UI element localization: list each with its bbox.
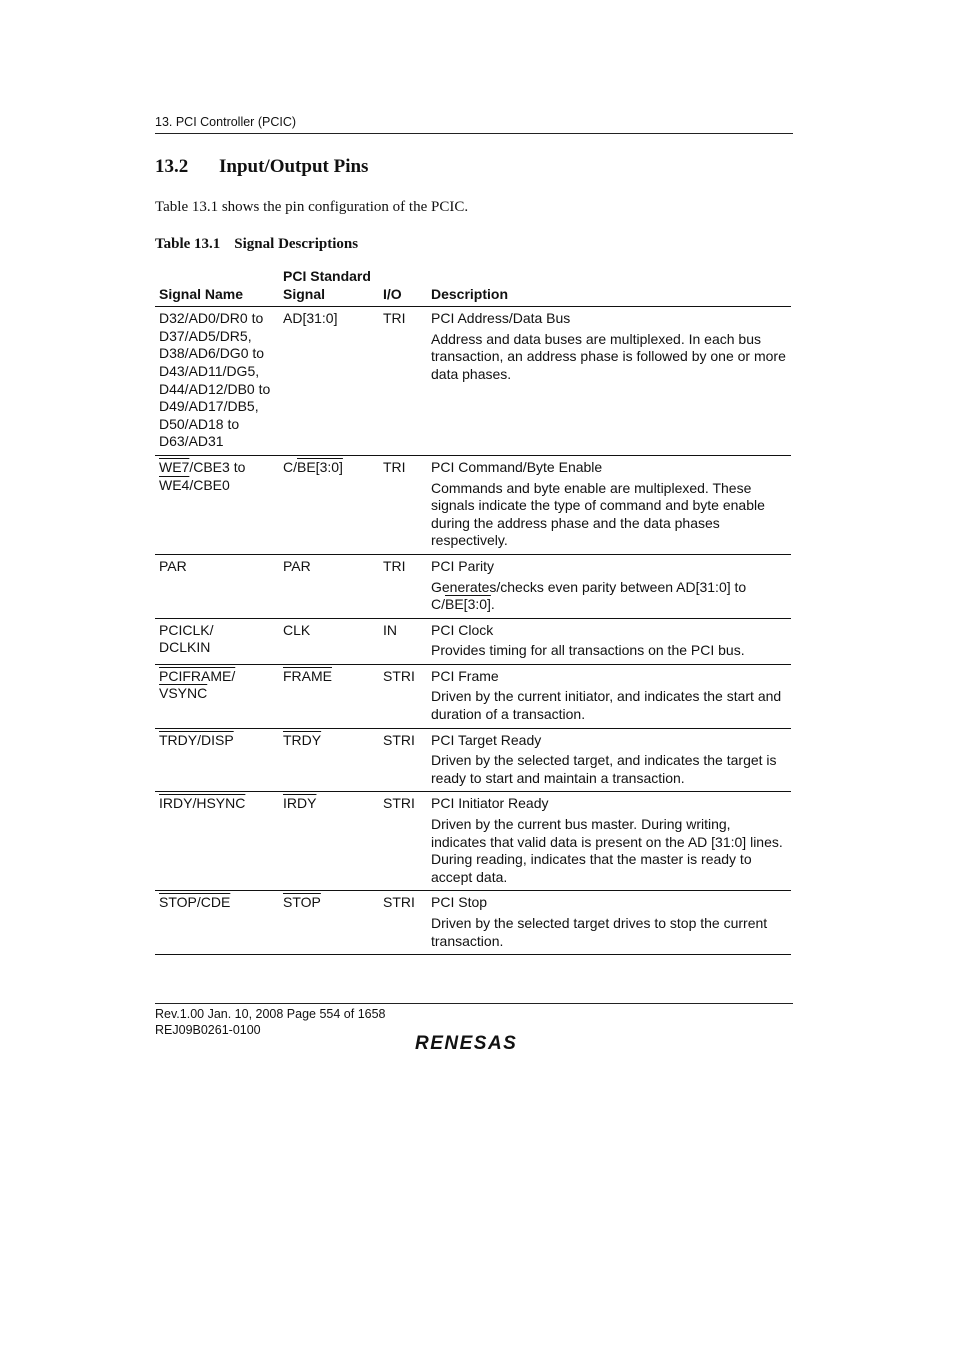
cell-io: STRI bbox=[379, 891, 427, 955]
table-row bbox=[155, 728, 791, 792]
description-text: . bbox=[490, 596, 495, 613]
cell-io: STRI bbox=[379, 728, 427, 792]
col-header-description: Description bbox=[427, 268, 791, 307]
signal-name-line: DCLKIN bbox=[159, 639, 211, 656]
function-name: PCI Stop bbox=[431, 894, 488, 911]
cell-description bbox=[427, 792, 791, 891]
cell-description bbox=[427, 618, 791, 664]
description-text: Generates/checks even parity between AD[31:0] to C/ bbox=[431, 578, 747, 613]
cell-io: TRI bbox=[379, 554, 427, 618]
description-overlined: BE[3:0] bbox=[445, 596, 491, 613]
intro-paragraph: Table 13.1 shows the pin configuration of the PCIC. bbox=[155, 199, 469, 215]
cell-description bbox=[427, 728, 791, 792]
cell-signal-name bbox=[155, 664, 279, 728]
signal-name-overlined: VSYNC bbox=[159, 685, 208, 702]
footer-document-number: REJ09B0261-0100 bbox=[155, 1022, 261, 1037]
function-description: Address and data buses are multiplexed. In each bus transaction, an address phase is followed by one or more data phases. bbox=[431, 330, 786, 382]
pci-signal-overlined: FRAME bbox=[283, 667, 332, 684]
cell-io: STRI bbox=[379, 792, 427, 891]
signal-name-line: D49/AD17/DB5, bbox=[159, 398, 259, 415]
table-row bbox=[155, 455, 791, 554]
function-description: Provides timing for all transactions on the PCI bus. bbox=[431, 642, 745, 659]
function-name: PCI Address/Data Bus bbox=[431, 310, 571, 327]
signal-name-line: D32/AD0/DR0 to bbox=[159, 310, 264, 327]
signal-name-overlined: STOP/CDE bbox=[159, 894, 231, 911]
col-header-pci-standard-signal bbox=[279, 268, 379, 307]
cell-pci-signal bbox=[279, 792, 379, 891]
pci-signal-text: C/ bbox=[283, 458, 297, 475]
section-heading bbox=[155, 156, 368, 178]
cell-signal-name bbox=[155, 891, 279, 955]
cell-signal-name bbox=[155, 728, 279, 792]
function-description bbox=[431, 579, 787, 614]
pci-signal-overlined: IRDY bbox=[283, 795, 317, 812]
cell-pci-signal: AD[31:0] bbox=[279, 307, 379, 456]
cell-signal-name bbox=[155, 307, 279, 456]
table-row bbox=[155, 792, 791, 891]
table-row bbox=[155, 307, 791, 456]
renesas-logo-text: RENESAS bbox=[415, 1033, 518, 1053]
function-description: Driven by the current bus master. During writing, indicates that valid data is present on the AD [31:0] lines. During reading, indicates that the master is ready to accept data. bbox=[431, 816, 783, 885]
table-row bbox=[155, 554, 791, 618]
cell-description bbox=[427, 307, 791, 456]
cell-description bbox=[427, 891, 791, 955]
table-caption bbox=[155, 236, 358, 253]
function-name: PCI Parity bbox=[431, 557, 495, 574]
cell-signal-name bbox=[155, 792, 279, 891]
table-header-row bbox=[155, 268, 791, 307]
cell-pci-signal bbox=[279, 664, 379, 728]
function-name: PCI Clock bbox=[431, 621, 494, 638]
signal-name-line: D37/AD5/DR5, bbox=[159, 327, 252, 344]
pci-signal-overlined: STOP bbox=[283, 894, 321, 911]
function-description: Driven by the current initiator, and indicates the start and duration of a transaction. bbox=[431, 688, 782, 723]
signal-name-text: /CBE3 to bbox=[189, 458, 246, 475]
table-row bbox=[155, 618, 791, 664]
signal-name-line: D38/AD6/DG0 to bbox=[159, 345, 265, 362]
function-name: PCI Frame bbox=[431, 667, 499, 684]
signal-name-line: PCICLK/ bbox=[159, 621, 214, 638]
pci-signal-overlined: TRDY bbox=[283, 731, 322, 748]
function-name: PCI Initiator Ready bbox=[431, 795, 549, 812]
col-header-pci-line1: PCI Standard bbox=[283, 268, 371, 284]
cell-pci-signal: CLK bbox=[279, 618, 379, 664]
signal-name-line: D63/AD31 bbox=[159, 433, 224, 450]
renesas-logo bbox=[413, 1031, 533, 1058]
cell-pci-signal bbox=[279, 728, 379, 792]
col-header-pci-line2: Signal bbox=[283, 285, 326, 302]
cell-io: STRI bbox=[379, 664, 427, 728]
cell-pci-signal bbox=[279, 891, 379, 955]
cell-description bbox=[427, 554, 791, 618]
cell-signal-name bbox=[155, 618, 279, 664]
section-number: 13.2 bbox=[155, 156, 189, 177]
signal-name-overlined: IRDY/HSYNC bbox=[159, 795, 246, 812]
table-caption-label: Table 13.1 bbox=[155, 236, 221, 252]
cell-signal-name: PAR bbox=[155, 554, 279, 618]
function-name: PCI Target Ready bbox=[431, 731, 542, 748]
signal-name-overlined: PCIFRAME/ bbox=[159, 667, 236, 684]
col-header-signal-name: Signal Name bbox=[155, 268, 279, 307]
signal-name-line: D50/AD18 to bbox=[159, 415, 240, 432]
signal-name-overlined: WE7 bbox=[159, 458, 190, 475]
signal-name-line: D44/AD12/DB0 to bbox=[159, 380, 271, 397]
cell-io: TRI bbox=[379, 307, 427, 456]
col-header-io: I/O bbox=[379, 268, 427, 307]
function-name: PCI Command/Byte Enable bbox=[431, 458, 603, 475]
table-row bbox=[155, 891, 791, 955]
function-description: Commands and byte enable are multiplexed. These signals indicate the type of command and byte enable during the address phase and the data phases respectively. bbox=[431, 479, 765, 549]
cell-pci-signal: PAR bbox=[279, 554, 379, 618]
cell-io: IN bbox=[379, 618, 427, 664]
function-description: Driven by the selected target drives to stop the current transaction. bbox=[431, 915, 768, 949]
cell-description bbox=[427, 455, 791, 554]
cell-io: TRI bbox=[379, 455, 427, 554]
cell-description bbox=[427, 664, 791, 728]
renesas-logo-image bbox=[413, 1031, 533, 1053]
footer-revision-line: Rev.1.00 Jan. 10, 2008 Page 554 of 1658 bbox=[155, 1007, 386, 1021]
signal-name-overlined: WE4 bbox=[159, 476, 190, 493]
section-title: Input/Output Pins bbox=[219, 156, 369, 177]
cell-pci-signal bbox=[279, 455, 379, 554]
table-row bbox=[155, 664, 791, 728]
signal-name-text: /CBE0 bbox=[189, 476, 230, 493]
cell-signal-name bbox=[155, 455, 279, 554]
signal-descriptions-table bbox=[155, 268, 791, 955]
signal-name-overlined: TRDY/DISP bbox=[159, 731, 234, 748]
running-header: 13. PCI Controller (PCIC) bbox=[155, 115, 793, 134]
pci-signal-overlined: BE[3:0] bbox=[297, 458, 343, 475]
function-description: Driven by the selected target, and indicates the target is ready to start and maintain a transaction. bbox=[431, 752, 777, 786]
signal-name-line: D43/AD11/DG5, bbox=[159, 362, 260, 379]
table-caption-title: Signal Descriptions bbox=[234, 236, 359, 252]
